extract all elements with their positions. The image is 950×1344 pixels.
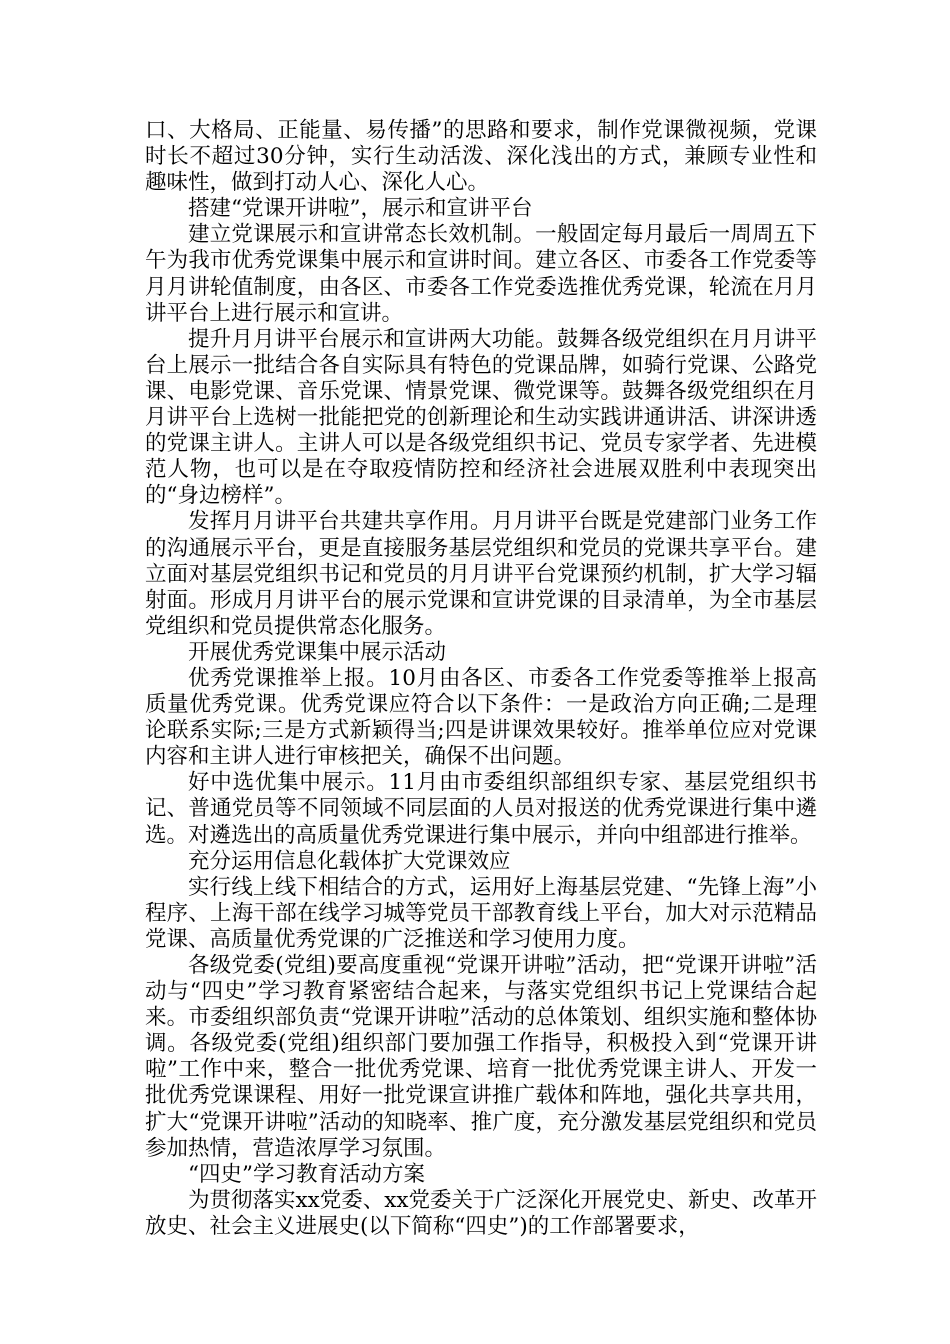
paragraph-requirements: 各级党委(党组)要高度重视“党课开讲啦”活动，把“党课开讲啦”活动与“四史”学习教育紧密结合起来，与落实党组织书记上党课结合起来。市委组织部负责“党课开讲啦”活动的总体策划、组织实施和整体协调。各级党委(党组)组织部门要加强工作指导，积极投入到“党课开讲啦”工作中来，整合一批优秀党课、培育一批优秀党课主讲人、开发一批优秀党课课程、用好一批党课宣讲推广载体和阵地，强化共享共用，扩大“党课开讲啦”活动的知晓率、推广度，充分激发基层党组织和党员参加热情，营造浓厚学习氛围。 [145,953,817,1161]
section-heading-showcase: 开展优秀党课集中展示活动 [188,639,447,665]
paragraph-sharing: 发挥月月讲平台共建共享作用。月月讲平台既是党建部门业务工作的沟通展示平台，更是直接服务基层党组织和党员的党课共享平台。建立面对基层党组织书记和党员的月月讲平台党课预约机制，扩大学习辐射面。形成月月讲平台的展示党课和宣讲党课的目录清单，为全市基层党组织和党员提供常态化服务。 [145,509,817,639]
section-heading-platform: 搭建“党课开讲啦”，展示和宣讲平台 [188,196,533,222]
paragraph-select: 好中选优集中展示。11月由市委组织部组织专家、基层党组织书记、普通党员等不同领域不同层面的人员对报送的优秀党课进行集中遴选。对遴选出的高质量优秀党课进行集中展示，并向中组部进行推举。 [145,770,817,848]
paragraph-mechanism: 建立党课展示和宣讲常态长效机制。一般固定每月最后一周周五下午为我市优秀党课集中展示和宣讲时间。建立各区、市委各工作党委等月月讲轮值制度，由各区、市委各工作党委选推优秀党课，轮流在月月讲平台上进行展示和宣讲。 [145,222,817,326]
section-heading-digital: 充分运用信息化载体扩大党课效应 [188,848,511,874]
paragraph-functions: 提升月月讲平台展示和宣讲两大功能。鼓舞各级党组织在月月讲平台上展示一批结合各自实际具有特色的党课品牌，如骑行党课、公路党课、电影党课、音乐党课、情景党课、微党课等。鼓舞各级党组织在月月讲平台上选树一批能把党的创新理论和生动实践讲通讲活、讲深讲透的党课主讲人。主讲人可以是各级党组织书记、党员专家学者、先进模范人物，也可以是在夺取疫情防控和经济社会进展双胜利中表现突出的“身边榜样”。 [145,326,817,509]
paragraph-four-histories-intro: 为贯彻落实xx党委、xx党委关于广泛深化开展党史、新史、改革开放史、社会主义进展史(以下简称“四史”)的工作部署要求， [145,1187,818,1239]
section-heading-four-histories: “四史”学习教育活动方案 [188,1161,425,1187]
paragraph-intro-continued: 口、大格局、正能量、易传播”的思路和要求，制作党课微视频，党课时长不超过30分钟，实行生动活泼、深化浅出的方式，兼顾专业性和趣味性，做到打动人心、深化人心。 [145,118,817,196]
paragraph-recommend: 优秀党课推举上报。10月由各区、市委各工作党委等推举上报高质量优秀党课。优秀党课应符合以下条件：一是政治方向正确;二是理论联系实际;三是方式新颖得当;四是讲课效果较好。推举单位应对党课内容和主讲人进行审核把关，确保不出问题。 [145,665,817,770]
document-page [145,118,817,1240]
paragraph-online: 实行线上线下相结合的方式，运用好上海基层党建、“先锋上海”小程序、上海干部在线学习城等党员干部教育线上平台，加大对示范精品党课、高质量优秀党课的广泛推送和学习使用力度。 [145,874,817,952]
